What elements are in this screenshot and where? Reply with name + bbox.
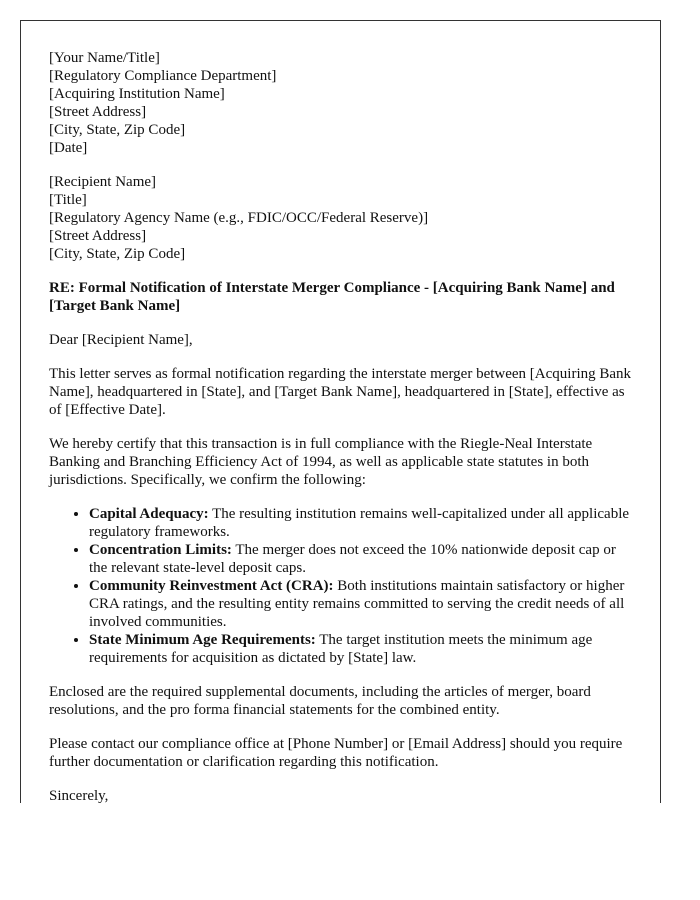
list-item-text: The resulting institution remains well-capitalized under all applicable regulatory frameworks. [89,506,630,540]
list-item [89,505,632,541]
list-item-term: State Minimum Age Requirements: [89,632,316,648]
list-item-term: Capital Adequacy: [89,506,209,522]
sender-line: [Your Name/Title] [49,50,160,66]
recipient-line: [City, State, Zip Code] [49,246,186,262]
paragraph-certification: We hereby certify that this transaction is in full compliance with the Riegle-Neal Interstate Banking and Branching Efficiency Act of 1994, as well as applicable state statutes in both jurisdictions. Specifically, we confirm the following: [49,436,593,488]
recipient-line: [Title] [49,192,87,208]
compliance-list [49,505,632,667]
paragraph-enclosures: Enclosed are the required supplemental documents, including the articles of merger, board resolutions, and the pro forma financial statements for the combined entity. [49,684,591,718]
paragraph-contact: Please contact our compliance office at [Phone Number] or [Email Address] should you require further documentation or clarification regarding this notification. [49,736,623,770]
letter-page [20,20,661,803]
salutation: Dear [Recipient Name], [49,332,193,348]
list-item-text: Both institutions maintain satisfactory or higher CRA ratings, and the resulting entity remains committed to serving the credit needs of all involved communities. [89,578,625,630]
sender-block [49,49,632,157]
list-item-text: The target institution meets the minimum age requirements for acquisition as dictated by [State] law. [89,632,593,666]
sender-line: [Street Address] [49,104,147,120]
recipient-line: [Street Address] [49,228,147,244]
sender-line: [City, State, Zip Code] [49,122,186,138]
list-item-text: The merger does not exceed the 10% nationwide deposit cap or the relevant state-level deposit caps. [89,542,616,576]
recipient-line: [Recipient Name] [49,174,157,190]
list-item [89,577,632,631]
recipient-line: [Regulatory Agency Name (e.g., FDIC/OCC/Federal Reserve)] [49,210,429,226]
list-item-term: Community Reinvestment Act (CRA): [89,578,334,594]
sender-line: [Acquiring Institution Name] [49,86,225,102]
subject-line [49,279,632,315]
list-item-term: Concentration Limits: [89,542,232,558]
list-item [89,541,632,577]
sender-line: [Regulatory Compliance Department] [49,68,277,84]
paragraph-notification: This letter serves as formal notification regarding the interstate merger between [Acquiring Bank Name], headquartered in [State], and [Target Bank Name], headquartered in [State], effective as of [Effective Date]. [49,366,632,418]
subject-text: RE: Formal Notification of Interstate Merger Compliance - [Acquiring Bank Name] and [Target Bank Name] [49,280,615,314]
letter-body [21,21,660,803]
list-item [89,631,632,667]
recipient-block [49,173,632,263]
sender-date: [Date] [49,140,88,156]
closing: Sincerely, [49,788,109,803]
